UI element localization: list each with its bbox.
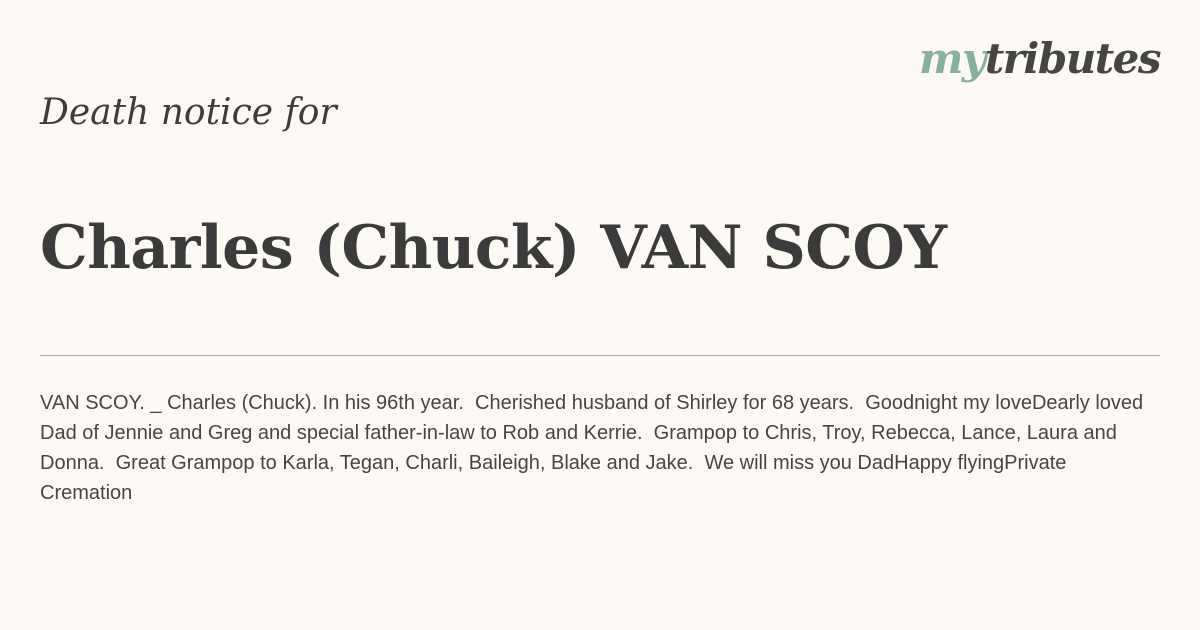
- notice-body: VAN SCOY. _ Charles (Chuck). In his 96th year. Cherished husband of Shirley for 68 years. Goodnight my loveDearly loved Dad of Jennie and Greg and special father-in-law to Rob and Kerrie. Grampop to Chris, Troy, Rebecca, Lance, Laura and Donna. Great Grampop to Karla, Tegan, Charli, Baileigh, Blake and Jake. We will miss you DadHappy flyingPrivate Cremation: [40, 392, 1149, 504]
- logo-part-tributes: tributes: [984, 34, 1160, 83]
- logo-part-my: my: [918, 34, 985, 83]
- deceased-name: Charles (Chuck) VAN SCOY: [40, 213, 947, 283]
- section-divider: [40, 355, 1160, 356]
- mytributes-logo: [919, 34, 1160, 84]
- notice-eyebrow: Death notice for: [40, 92, 337, 133]
